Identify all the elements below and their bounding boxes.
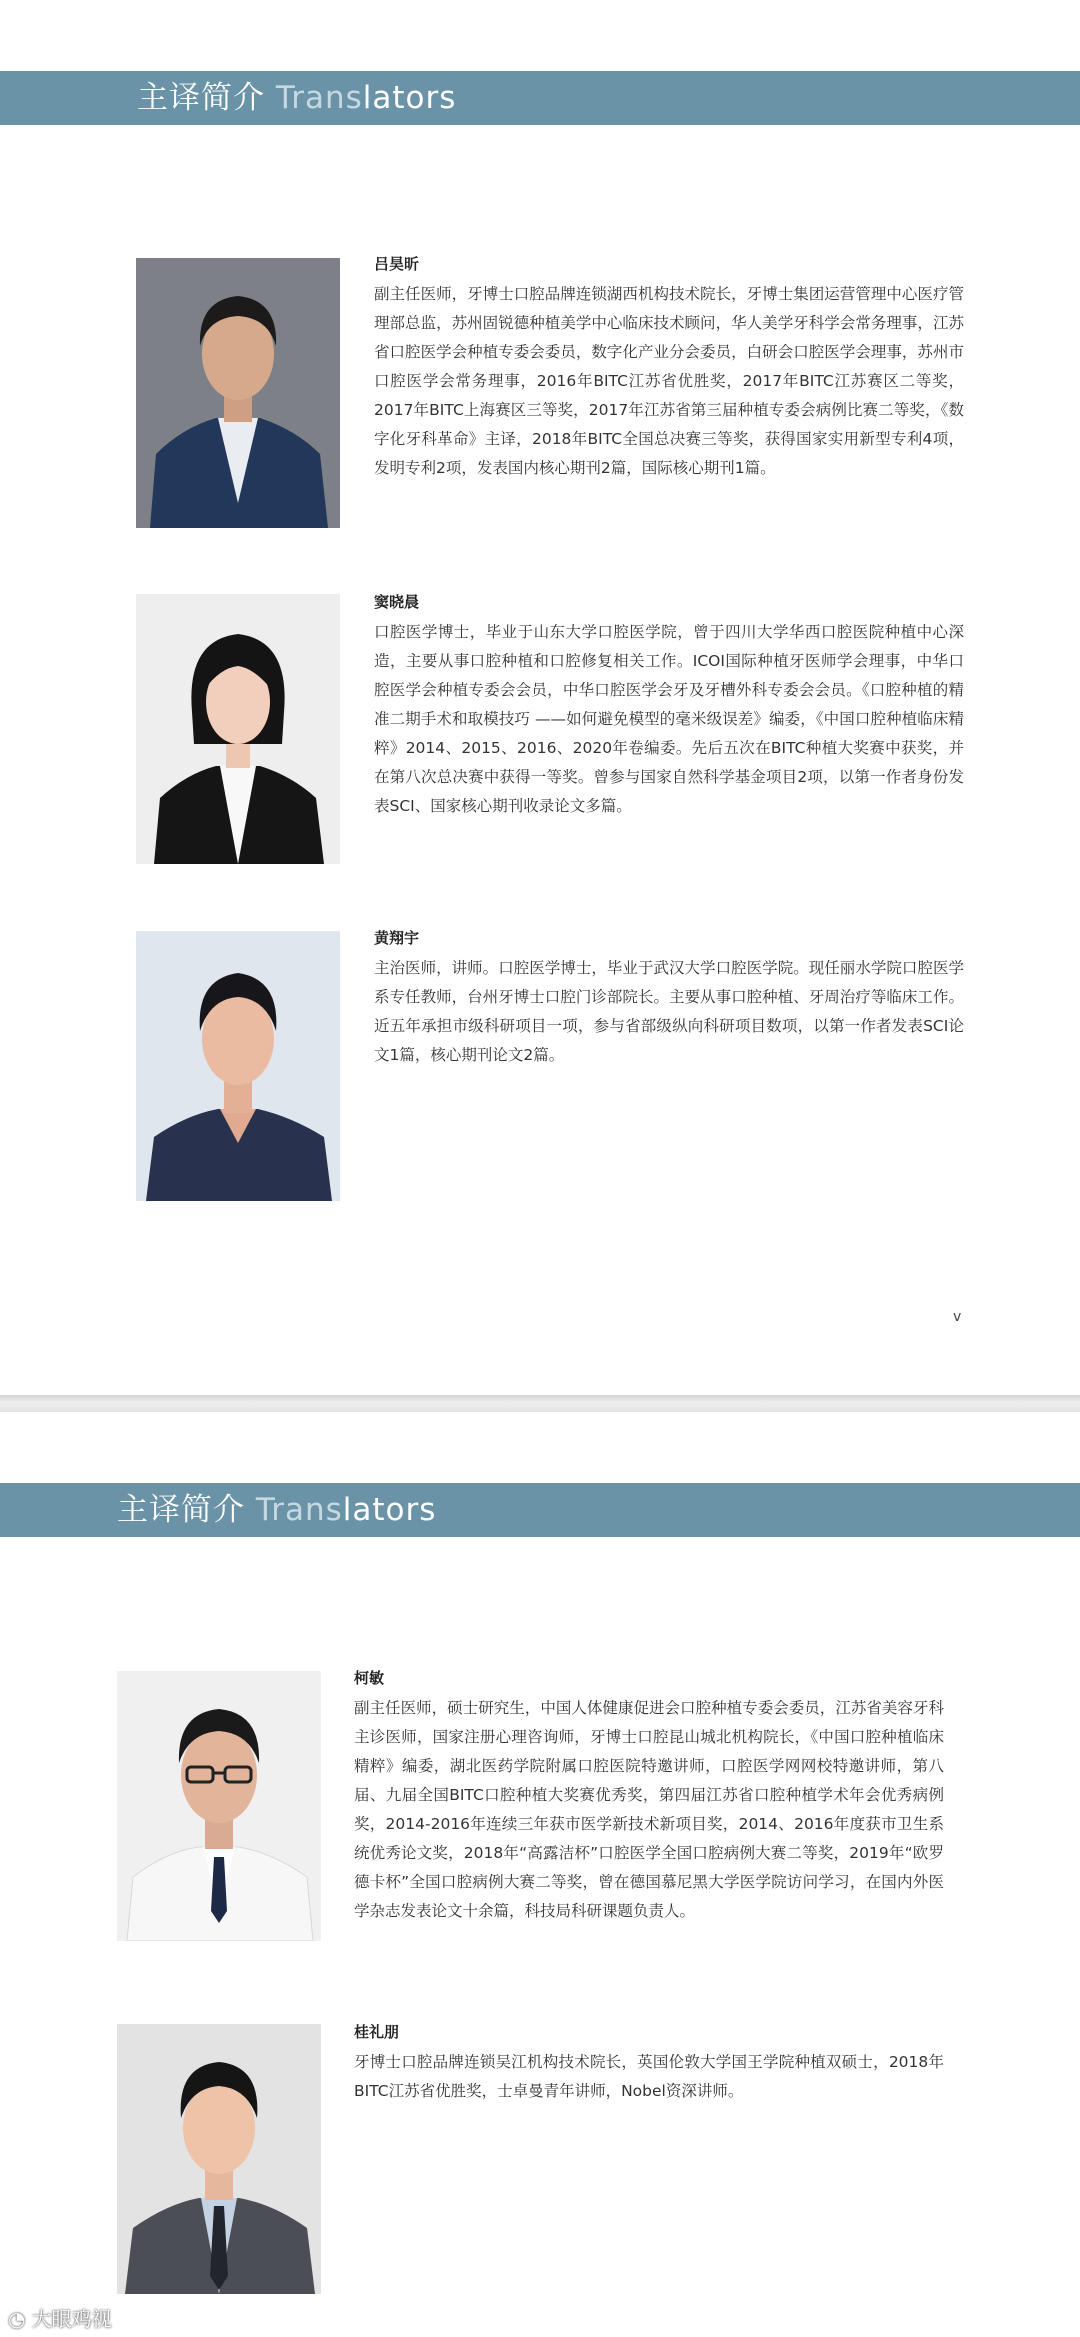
section-title-en-rest: lators [342,1492,437,1528]
section-title-en-rest: lators [362,80,457,116]
translator-photo [136,594,340,864]
watermark [8,2303,111,2332]
translator-photo [117,1671,321,1941]
section-banner [0,71,1080,125]
page-separator [0,1395,1080,1412]
translator-name: 柯敏 [354,1669,385,1687]
page-2 [0,1412,1080,2337]
section-title [137,79,456,117]
translator-bio: 副主任医师，牙博士口腔品牌连锁湖西机构技术院长，牙博士集团运营管理中心医疗管理部总监，苏州固锐德种植美学中心临床技术顾问，华人美学牙科学会常务理事，江苏省口腔医学会种植专委会委员，数字化产业分会委员，白研会口腔医学会理事，苏州市口腔医学会常务理事，2016年BITC江苏省优胜奖，2017年BITC江苏赛区二等奖，2017年BITC上海赛区三等奖，2017年江苏省第三届种植专委会病例比赛二等奖，《数字化牙科革命》主译，2018年BITC全国总决赛三等奖，获得国家实用新型专利4项，发明专利2项，发表国内核心期刊2篇，国际核心期刊1篇。 [374,285,964,477]
watermark-text: 大眼鸡视 [31,2307,112,2331]
section-banner [0,1483,1080,1537]
page-number: v [953,1309,962,1325]
translator-bio: 副主任医师，硕士研究生，中国人体健康促进会口腔种植专委会委员，江苏省美容牙科主诊医师，国家注册心理咨询师，牙博士口腔昆山城北机构院长，《中国口腔种植临床精粹》编委，湖北医药学院附属口腔医院特邀讲师，口腔医学网网校特邀讲师，第八届、九届全国BITC口腔种植大奖赛优秀奖，第四届江苏省口腔种植学术年会优秀病例奖，2014-2016年连续三年获市医学新技术新项目奖，2014、2016年度获市卫生系统优秀论文奖，2018年“高露洁杯”口腔医学全国口腔病例大赛二等奖，2019年“欧罗德卡杯”全国口腔病例大赛二等奖，曾在德国慕尼黑大学医学院访问学习，在国内外医学杂志发表论文十余篇，科技局科研课题负责人。 [354,1699,944,1920]
section-title-en-light: Trans [275,80,363,116]
section-title-cn: 主译简介 [117,1492,245,1528]
translator-name: 桂礼朋 [354,2023,400,2041]
translator-photo [117,2024,321,2294]
weibo-logo-icon: ◔ [8,2307,26,2331]
translator-bio: 牙博士口腔品牌连锁吴江机构技术院长，英国伦敦大学国王学院种植双硕士，2018年BITC江苏省优胜奖，士卓曼青年讲师，Nobel资深讲师。 [354,2053,944,2100]
section-title-cn: 主译简介 [137,80,265,116]
section-title [117,1491,436,1529]
translator-photo [136,931,340,1201]
translator-photo [136,258,340,528]
translator-name: 吕昊昕 [374,255,420,273]
translator-bio: 主治医师，讲师。口腔医学博士，毕业于武汉大学口腔医学院。现任丽水学院口腔医学系专任教师，台州牙博士口腔门诊部院长。主要从事口腔种植、牙周治疗等临床工作。近五年承担市级科研项目一项，参与省部级纵向科研项目数项，以第一作者发表SCI论文1篇，核心期刊论文2篇。 [374,959,964,1064]
translator-bio: 口腔医学博士，毕业于山东大学口腔医学院，曾于四川大学华西口腔医院种植中心深造，主要从事口腔种植和口腔修复相关工作。ICOI国际种植牙医师学会理事，中华口腔医学会种植专委会会员，中华口腔医学会牙及牙槽外科专委会会员。《口腔种植的精准二期手术和取模技巧 ——如何避免模型的毫米级误差》编委，《中国口腔种植临床精粹》2014、2015、2016、2020年卷编委。先后五次在BITC种植大奖赛中获奖，并在第八次总决赛中获得一等奖。曾参与国家自然科学基金项目2项，以第一作者身份发表SCI、国家核心期刊收录论文多篇。 [374,623,964,815]
translator-name: 窦晓晨 [374,593,420,611]
section-title-en-light: Trans [255,1492,343,1528]
translator-name: 黄翔宇 [374,929,420,947]
